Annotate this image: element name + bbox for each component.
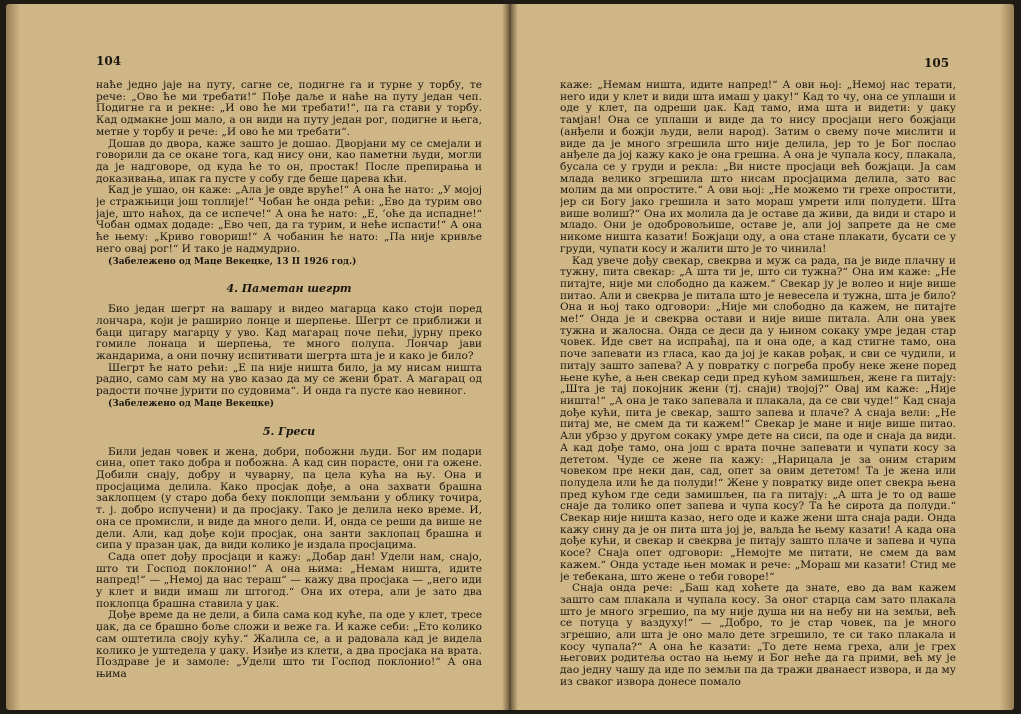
paragraph: Дође време да не дели, а била сама код куће, па оде у клет, тресе џак, да се брашно боље сложи и веже га. И каже себи: „Ето колико сам оштетила своју кућу.“ Жалила се, а и радовала кад је видела колико је уштедела у џаку. Изиђе из клети, а два просјака на врата. Поздраве је и замоле: „Удели што ти Господ поклонио!“ А она њима: [96, 609, 482, 680]
paragraph: наће једно јаје на путу, сагне се, подигне га и турне у торбу, те рече: „Ово ће ми требати!“ Пође даље и наће на путу један чеп. Подигне га и рекне: „И ово ће ми требати!“, па га стави у торбу. Кад одмакне још мало, а он види на путу један рог, подигне и њега, метне у торбу и рече: „И ово ће ми требати“.: [96, 79, 482, 138]
story-heading: 4. Паметан шегрт: [226, 282, 352, 296]
paragraph: Шегрт ће нато рећи: „Е па није ништа било, ја му нисам ништа радио, само сам му на уво казао да му се жени брат. А магарац од радости почне јурити по судовима“. И онда га пусте као невиног.: [96, 361, 482, 398]
right-page: [510, 4, 1014, 710]
left-page-text: [96, 46, 482, 686]
right-page-text: [560, 52, 956, 692]
paragraph: Сада опет дођу просјаци и кажу: „Добар дан! Удели нам, снајо, што ти Господ поклонио!“ А она њима: „Немам ништа, идите напред!“ — „Немој да нас тераш“ — кажу два просјака — „него иди у клет и види имаш ли штогод.“ Она их отера, али је зато два поклопца брашна ставила у џак.: [96, 550, 482, 610]
page-number: 105: [924, 56, 950, 70]
paragraph: Били један човек и жена, добри, побожни људи. Бог им подари сина, опет тако добра и побожна. А кад син порасте, они га ожене. Добили снају, добру и чуварну, па цела кућа на њу. Она и просјацима делила. Како просјак дође, а она захвати брашна заклопцем (у старо доба беху поклопци земљани у облику точира, т. ј. добро испучени) и да просјаку. Тако је делила неко време. И, она се промисли, и виде да много дели. И, онда се реши да више не дели. Али, кад дође који просјак, она занти заклопац брашна и сипа у празан џак, да види колико је издала просјацима.: [96, 445, 482, 552]
source-note: (Забележено од Маце Векецке, 13 II 1926 год.): [108, 256, 357, 267]
paragraph: Дошав до двора, каже зашто је дошао. Дворјани му се смејали и говорили да се окане тога, кад нису они, као паметни људи, могли да је надговоре, од куда ће то он, простак! После препирања и доказивања, ипак га пусте у собу где беше царева кћи.: [96, 137, 482, 185]
paragraph: Био један шегрт на вашару и видео магарца како стоји поред лончара, који је раширио лонце и шерпење. Шегрт се приближи и баци цигару магарцу у уво. Кад магарац поче пећи, јурну преко гомиле лонаца и шерпења, те много полупа. Лончар јави жандарима, а они почну испитивати шегрта шта је и како је било?: [96, 303, 482, 363]
page-edge-shadow: [1000, 4, 1014, 710]
open-book: [6, 4, 1015, 710]
paragraph: каже: „Немам ништа, идите напред!“ А ови њој: „Немој нас терати, него иди у клет и види шта имаш у џаку!“ Кад то чу, она се уплаши и оде у клет, па одреши џак. Кад тамо, има шта и видети: у џаку тамјан! Она се уплаши и виде да то нису просјаци него божјаци (анђели и божји људи, вели народ). Затим о свему поче мислити и виде да је много згрешила што није делила, јер то је Бог послао анђеле да јој кажу како је она грешна. А она је чупала косу, плакала, бусала се у груди и рекла: „Ви нисте просјаци већ божјаци. Ја сам млада велико згрешила што нисам просјацима делила, зато вас молим да ми опростите.“ А ови њој: „Не можемо ти грехе опростити, јер си Богу јако грешила и зато мораш умрети или полудети. Шта више волиш?“ Она их молила да је оставе да живи, да види и старо и младо. Они је одобровољише, оставе је, али јој запрете да не сме никоме ништа казати! Божјаци оду, а она стане плакати, бусати се у груди, чупати косу и жалити што је то чинила!: [560, 79, 956, 255]
source-note: (Забележено од Маце Векецке): [108, 398, 275, 409]
page-edge-shadow: [6, 4, 20, 710]
story-heading: 5. Греси: [262, 424, 316, 438]
page-number: 104: [96, 54, 122, 68]
paragraph: Кад увече дођу свекар, свекрва и муж са рада, па је виде плачну и тужну, пита свекар: „А шта ти је, што си тужна?“ Она им каже: „Не питајте, није ми слободно да кажем.“ Свекар ју је волео и није више питао. Али и свекрва је питала што је невесела и тужна, шта је било? Она и њој тако одговори: „Није ми слободно да кажем, не питајте ме!“ Онда је и свекрва остави и није више питала. Али она увек тужна и жалосна. Онда се деси да у њином сокаку умре један стар човек. Иде свет на испраћај, па и она оде, а кад стигне тамо, она поче запевати из гласа, као да јој је какав рођак, и сви се чудили, и питају зашто запева? А у повратку с погреба пробу неке жене поред њене куће, а њен свекар седи пред кућом замишљен, жене га питају: „Шта је тај покојник жени (тј. снаји) твојој?“ Овај им каже: „Није ништа!“ „А она је тако запевала и плакала, да се сви чуде!“ Кад снаја дође кући, пита је свекар, зашто запева и плаче? А снаја вели: „Не питај ме, не смем да ти кажем!“ Свекар је мане и није више питао. Али убрзо у другом сокаку умре дете на сиси, па оде и снаја да види. А кад дође тамо, она још с врата почне запевати и чупати косу за дететом. Чуде се жене па кажу: „Нарицала је за оним старим човеком пре неки дан, сад, опет за овим дететом! Та је жена или полудела или ће да полуди!“ Жене у повратку виде опет свекра њена пред кућом где седи замишљен, па га питају: „А шта је то од ваше снаје да толико опет запева и чупа косу? Та ће сирота да полуди.“ Свекар није ништа казао, него оде и каже жени шта снаја ради. Онда кажу сину да је он пита шта јој је, ваљда ће њему казати! А када она дође кући, и свекар и свекрва је питају зашто плаче и запева и чупа косе? Снаја опет одговори: „Немојте ме питати, не смем да вам кажем.“ Онда устаде њен момак и рече: „Мораш ми казати! Стид ме је тебекана, што жене о теби говоре!“: [560, 254, 956, 583]
left-page: [6, 4, 510, 710]
text-block: [96, 80, 482, 681]
paragraph: Кад је ушао, он каже: „Ала је овде вруће!“ А она ће нато: „У мојој је стражњици још топлије!“ Чобан ће онда рећи: „Ево да турим ово јаје, што наћох, да се испече!“ А она ће нато: „Е, ’оће да испадне!“ Чобан одмах додаде: „Ево чеп, да га турим, и неће испасти!“ А она ће њему: „Криво говориш!“ А чобанин ће нато: „Па није кривље него овај рог!“ И тако је надмудрио.: [96, 184, 482, 255]
paragraph: Снаја онда рече: „Баш кад хоћете да знате, ево да вам кажем зашто сам плакала и чупала косу. За оног старца сам зато плакала што је много згрешио, па му није душа ни на небу ни на земљи, већ се потуца у ваздуху!“ — „Добро, то је стар човек, па је много згрешио, али шта је оно мало дете згрешило, те си тако плакала и косу чупала?“ А она ће казати: „То дете нема греха, али је грех његових родитеља остао на њему и Бог неће да га прими, већ му је дао једну чашу да иде по земљи па да тражи дванаест извора, и да му из сваког извора донесе помало: [560, 582, 956, 688]
text-block: [560, 80, 956, 689]
